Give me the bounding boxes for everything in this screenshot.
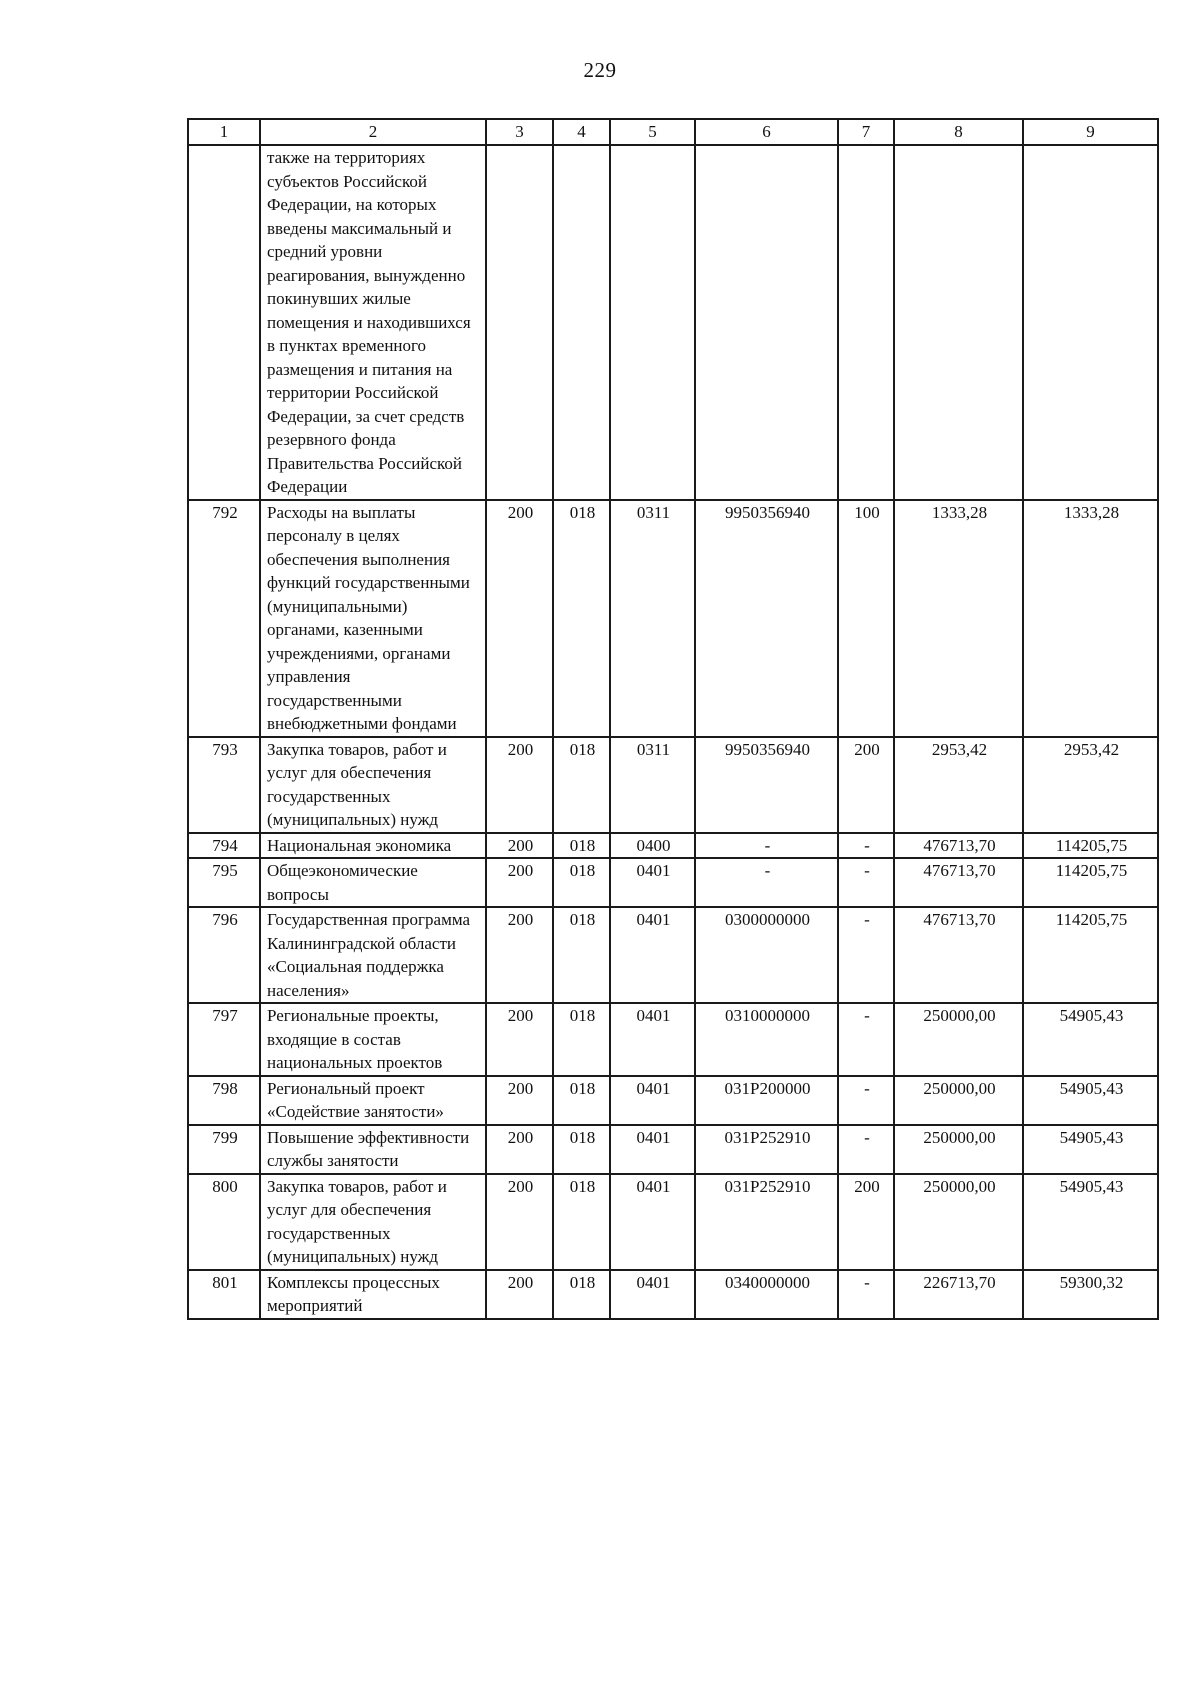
cell-col4: 018 [553,833,610,859]
cell-col3: 200 [486,737,553,833]
cell-col7: 200 [838,737,894,833]
cell-col8: 476713,70 [894,858,1023,907]
column-header: 7 [838,119,894,145]
row-description: также на территориях субъектов Российской Федерации, на которых введены максимальный и средний уровни реагирования, вынужденно покинувших жилые помещения и находившихся в пунктах временного размещения и питания на территории Российской Федерации, за счет средств резервного фонда Правительства Российской Федерации [260,145,486,500]
row-number [188,145,260,500]
cell-col8: 1333,28 [894,500,1023,737]
cell-col5: 0401 [610,1270,695,1319]
cell-col7: - [838,1003,894,1076]
cell-col7: - [838,1125,894,1174]
row-number: 793 [188,737,260,833]
column-header: 3 [486,119,553,145]
cell-col9: 114205,75 [1023,907,1158,1003]
cell-col8: 2953,42 [894,737,1023,833]
row-description: Региональный проект «Содействие занятости» [260,1076,486,1125]
table-row [188,1076,1158,1125]
cell-col6: 0340000000 [695,1270,838,1319]
cell-col3: 200 [486,1125,553,1174]
cell-col9: 1333,28 [1023,500,1158,737]
cell-col7 [838,145,894,500]
cell-col9: 114205,75 [1023,833,1158,859]
cell-col4: 018 [553,500,610,737]
cell-col6: 0310000000 [695,1003,838,1076]
table-row [188,145,1158,500]
table-row [188,737,1158,833]
cell-col8: 476713,70 [894,907,1023,1003]
cell-col5: 0401 [610,1174,695,1270]
row-number: 800 [188,1174,260,1270]
column-header: 4 [553,119,610,145]
cell-col3: 200 [486,500,553,737]
table-row [188,1003,1158,1076]
cell-col8: 250000,00 [894,1003,1023,1076]
column-header: 9 [1023,119,1158,145]
budget-table [187,118,1159,1320]
row-description: Общеэкономические вопросы [260,858,486,907]
cell-col6: 0300000000 [695,907,838,1003]
cell-col8: 250000,00 [894,1076,1023,1125]
cell-col5: 0400 [610,833,695,859]
table-row [188,907,1158,1003]
row-description: Закупка товаров, работ и услуг для обеспечения государственных (муниципальных) нужд [260,737,486,833]
column-header: 2 [260,119,486,145]
cell-col5: 0401 [610,1003,695,1076]
row-description: Расходы на выплаты персоналу в целях обеспечения выполнения функций государственными (муниципальными) органами, казенными учреждениями, органами управления государственными внебюджетными фондами [260,500,486,737]
cell-col8: 250000,00 [894,1125,1023,1174]
cell-col3: 200 [486,1174,553,1270]
row-number: 795 [188,858,260,907]
cell-col5: 0311 [610,500,695,737]
cell-col9 [1023,145,1158,500]
cell-col6: 031P252910 [695,1174,838,1270]
cell-col6: 031P200000 [695,1076,838,1125]
cell-col4: 018 [553,858,610,907]
cell-col4: 018 [553,1003,610,1076]
cell-col5: 0401 [610,1076,695,1125]
cell-col5: 0401 [610,907,695,1003]
column-header: 8 [894,119,1023,145]
cell-col7: 100 [838,500,894,737]
cell-col9: 114205,75 [1023,858,1158,907]
row-description: Комплексы процессных мероприятий [260,1270,486,1319]
cell-col5: 0401 [610,858,695,907]
cell-col4: 018 [553,1270,610,1319]
row-description: Региональные проекты, входящие в состав национальных проектов [260,1003,486,1076]
table-row [188,1270,1158,1319]
cell-col4: 018 [553,1125,610,1174]
row-number: 798 [188,1076,260,1125]
cell-col6: 031P252910 [695,1125,838,1174]
cell-col3: 200 [486,1003,553,1076]
cell-col5: 0311 [610,737,695,833]
cell-col6: - [695,833,838,859]
row-description: Национальная экономика [260,833,486,859]
cell-col3: 200 [486,1076,553,1125]
cell-col8: 476713,70 [894,833,1023,859]
cell-col9: 59300,32 [1023,1270,1158,1319]
row-number: 799 [188,1125,260,1174]
column-header: 5 [610,119,695,145]
cell-col4: 018 [553,1174,610,1270]
cell-col4: 018 [553,1076,610,1125]
table-header-row [188,119,1158,145]
cell-col9: 54905,43 [1023,1003,1158,1076]
cell-col4: 018 [553,907,610,1003]
row-number: 801 [188,1270,260,1319]
column-header: 1 [188,119,260,145]
column-header: 6 [695,119,838,145]
cell-col3: 200 [486,1270,553,1319]
row-number: 796 [188,907,260,1003]
cell-col6 [695,145,838,500]
cell-col8: 250000,00 [894,1174,1023,1270]
cell-col8: 226713,70 [894,1270,1023,1319]
cell-col9: 54905,43 [1023,1174,1158,1270]
cell-col9: 2953,42 [1023,737,1158,833]
cell-col4: 018 [553,737,610,833]
cell-col6: - [695,858,838,907]
page-number: 229 [583,58,617,82]
table-row [188,1174,1158,1270]
cell-col3: 200 [486,858,553,907]
table-row [188,833,1158,859]
cell-col7: - [838,1270,894,1319]
table-row [188,500,1158,737]
cell-col5 [610,145,695,500]
cell-col7: - [838,858,894,907]
cell-col8 [894,145,1023,500]
cell-col6: 9950356940 [695,737,838,833]
cell-col3: 200 [486,833,553,859]
cell-col7: - [838,1076,894,1125]
cell-col9: 54905,43 [1023,1076,1158,1125]
cell-col7: 200 [838,1174,894,1270]
cell-col7: - [838,833,894,859]
row-description: Государственная программа Калининградской области «Социальная поддержка населения» [260,907,486,1003]
cell-col5: 0401 [610,1125,695,1174]
cell-col7: - [838,907,894,1003]
row-description: Закупка товаров, работ и услуг для обеспечения государственных (муниципальных) нужд [260,1174,486,1270]
cell-col3: 200 [486,907,553,1003]
cell-col6: 9950356940 [695,500,838,737]
cell-col4 [553,145,610,500]
row-number: 792 [188,500,260,737]
row-number: 794 [188,833,260,859]
cell-col9: 54905,43 [1023,1125,1158,1174]
table-row [188,1125,1158,1174]
cell-col3 [486,145,553,500]
table-row [188,858,1158,907]
row-number: 797 [188,1003,260,1076]
row-description: Повышение эффективности службы занятости [260,1125,486,1174]
